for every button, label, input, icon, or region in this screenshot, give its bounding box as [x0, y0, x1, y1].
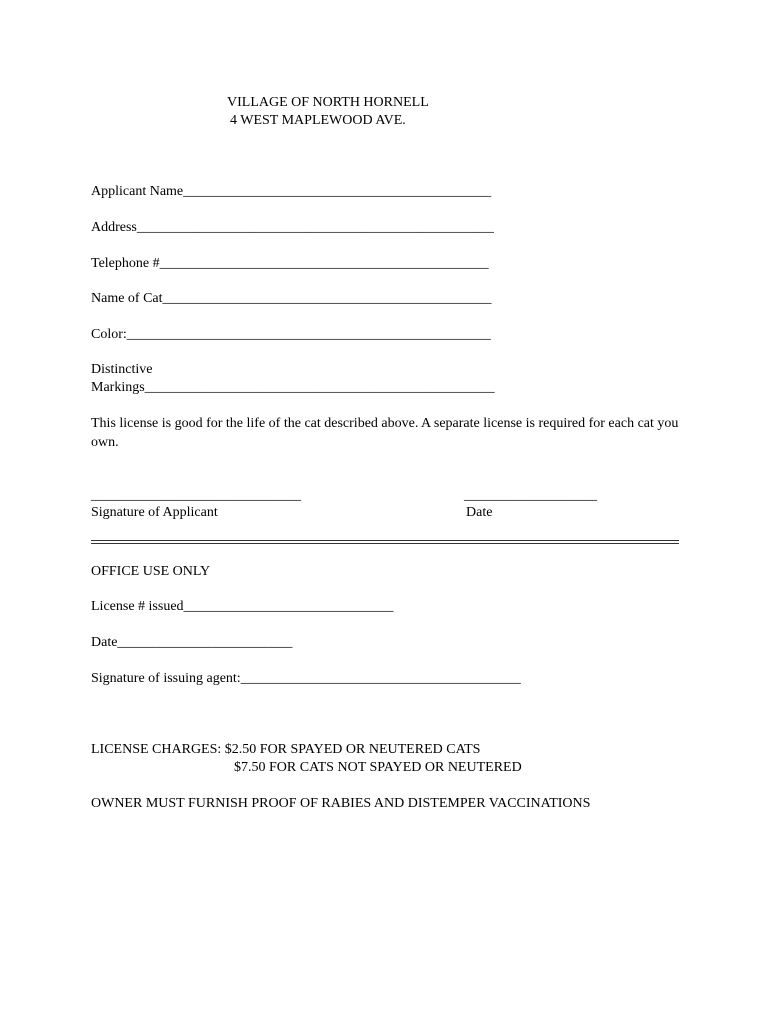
- applicant-signature-line[interactable]: ______________________________: [91, 488, 301, 503]
- issuing-agent-signature-field[interactable]: Signature of issuing agent:________________________________________: [91, 671, 521, 686]
- section-divider: [91, 540, 679, 544]
- license-charges-line1: LICENSE CHARGES: $2.50 FOR SPAYED OR NEUTERED CATS: [91, 742, 481, 757]
- applicant-name-field[interactable]: Applicant Name____________________________________________: [91, 184, 492, 199]
- date-signature-label: Date: [466, 505, 493, 520]
- telephone-field[interactable]: Telephone #_______________________________________________: [91, 256, 489, 271]
- vaccination-requirement: OWNER MUST FURNISH PROOF OF RABIES AND DISTEMPER VACCINATIONS: [91, 796, 591, 811]
- applicant-signature-label: Signature of Applicant: [91, 505, 218, 520]
- header-village-name: VILLAGE OF NORTH HORNELL: [227, 95, 429, 110]
- license-issued-field[interactable]: License # issued______________________________: [91, 599, 394, 614]
- color-field[interactable]: Color:____________________________________________________: [91, 327, 491, 342]
- address-field[interactable]: Address___________________________________________________: [91, 220, 494, 235]
- header-address: 4 WEST MAPLEWOOD AVE.: [230, 113, 406, 128]
- office-use-title: OFFICE USE ONLY: [91, 564, 211, 579]
- distinctive-markings-label: Distinctive: [91, 362, 153, 377]
- cat-name-field[interactable]: Name of Cat_______________________________________________: [91, 291, 492, 306]
- license-charges-line2: $7.50 FOR CATS NOT SPAYED OR NEUTERED: [234, 760, 522, 775]
- license-notice: This license is good for the life of the cat described above. A separate license is required for each cat you own.: [91, 416, 679, 450]
- distinctive-markings-field[interactable]: Markings__________________________________________________: [91, 380, 495, 395]
- office-date-field[interactable]: Date_________________________: [91, 635, 293, 650]
- date-signature-line[interactable]: ___________________: [464, 488, 597, 503]
